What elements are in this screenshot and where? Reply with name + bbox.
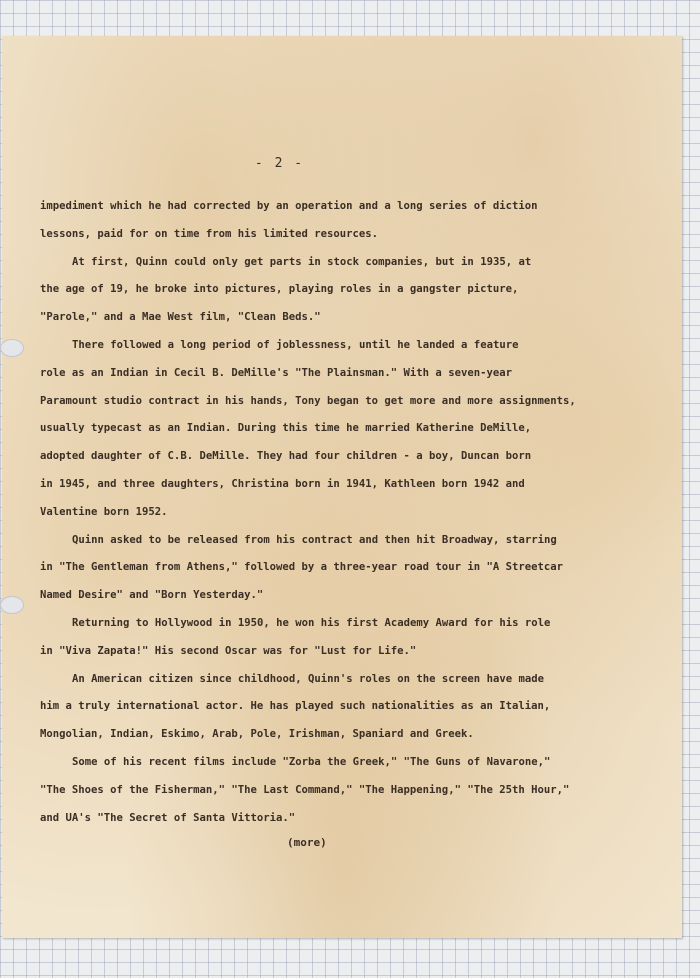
body-text (40, 193, 650, 832)
text-line: "Parole," and a Mae West film, "Clean Beds." (40, 311, 321, 324)
text-line: Valentine born 1952. (40, 505, 168, 518)
text-line: in 1945, and three daughters, Christina born in 1941, Kathleen born 1942 and (40, 477, 525, 490)
text-line: At first, Quinn could only get parts in stock companies, but in 1935, at (72, 255, 532, 268)
text-line: in "Viva Zapata!" His second Oscar was for "Lust for Life." (40, 644, 417, 657)
text-line: Quinn asked to be released from his contract and then hit Broadway, starring (72, 533, 557, 546)
text-line: Paramount studio contract in his hands, Tony began to get more and more assignments, (40, 394, 576, 407)
text-line: the age of 19, he broke into pictures, playing roles in a gangster picture, (40, 283, 519, 296)
page-number: - 2 - (254, 156, 305, 171)
punch-hole (0, 596, 24, 614)
text-line: There followed a long period of joblessness, until he landed a feature (72, 338, 519, 351)
text-line: "The Shoes of the Fisherman," "The Last Command," "The Happening," "The 25th Hour," (40, 783, 570, 796)
text-line: An American citizen since childhood, Quinn's roles on the screen have made (72, 672, 544, 685)
text-line: lessons, paid for on time from his limited resources. (40, 227, 379, 240)
text-line: Some of his recent films include "Zorba the Greek," "The Guns of Navarone," (72, 755, 551, 768)
text-line: in "The Gentleman from Athens," followed by a three-year road tour in "A Streetcar (40, 561, 563, 574)
text-line: adopted daughter of C.B. DeMille. They had four children - a boy, Duncan born (40, 450, 532, 463)
text-line: role as an Indian in Cecil B. DeMille's "The Plainsman." With a seven-year (40, 366, 512, 379)
document-page (2, 36, 682, 938)
text-line: Mongolian, Indian, Eskimo, Arab, Pole, Irishman, Spaniard and Greek. (40, 728, 474, 741)
continuation-marker: (more) (287, 836, 327, 849)
text-line: Named Desire" and "Born Yesterday." (40, 589, 264, 602)
text-line: and UA's "The Secret of Santa Vittoria." (40, 811, 296, 824)
text-line: impediment which he had corrected by an operation and a long series of diction (40, 200, 538, 212)
text-line: usually typecast as an Indian. During this time he married Katherine DeMille, (40, 422, 532, 435)
text-line: him a truly international actor. He has played such nationalities as an Italian, (40, 700, 551, 713)
punch-hole (0, 339, 24, 357)
text-line: Returning to Hollywood in 1950, he won his first Academy Award for his role (72, 616, 551, 629)
